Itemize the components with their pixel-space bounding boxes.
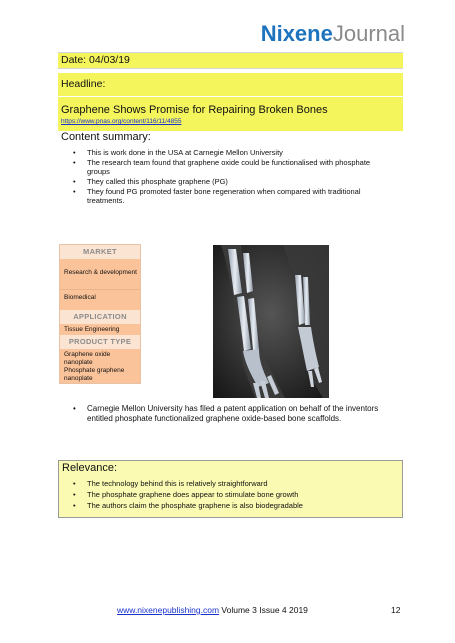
date-divider [58,68,403,69]
list-item: • They called this phosphate graphene (PG) [73,177,393,186]
summary-list [73,148,393,206]
headline-label: Headline: [61,78,106,90]
product-item: Phosphate graphene nanoplate [64,367,125,382]
list-item: • The technology behind this is relatively straightforward [73,478,393,489]
footer [117,605,308,615]
application-heading: APPLICATION [60,310,140,324]
date-bar: Date: 04/03/19 [58,53,403,68]
list-item: • The authors claim the phosphate graphene is also biodegradable [73,500,393,511]
xray-image [213,245,329,398]
relevance-list [73,478,393,511]
page-number: 12 [391,605,401,615]
list-item: • Carnegie Mellon University has filed a patent application on behalf of the inventors entitled phosphate functionalized graphene oxide-based bone scaffolds. [73,404,403,424]
market-item: Research & development [64,269,137,276]
summary-title: Content summary: [61,131,151,143]
footer-url-link[interactable]: www.nixenepublishing.com [117,605,220,615]
journal-logo [261,22,405,46]
patent-list [73,404,403,424]
market-item: Biomedical [64,294,96,301]
source-link[interactable]: https://www.pnas.org/content/116/11/4855 [61,118,182,125]
headline-divider [58,96,403,97]
list-item: • The phosphate graphene does appear to stimulate bone growth [73,489,393,500]
market-heading: MARKET [60,245,140,259]
logo-brand: Nixene [260,21,333,46]
footer-issue: Volume 3 Issue 4 2019 [219,605,308,615]
product-item: Graphene oxide nanoplate [64,351,111,366]
classification-panel [59,244,141,384]
list-item: • This is work done in the USA at Carnegie Mellon University [73,148,393,157]
panel-divider [60,289,140,290]
list-item: • They found PG promoted faster bone regeneration when compared with traditional treatments. [73,187,393,205]
headline-title: Graphene Shows Promise for Repairing Broken Bones [61,104,328,116]
application-item: Tissue Engineering [64,326,120,333]
xray-illustration [213,245,329,398]
logo-journal: Journal [332,21,405,46]
relevance-title: Relevance: [62,462,118,474]
list-item: • The research team found that graphene oxide could be functionalised with phosphate groups [73,158,393,176]
product-type-heading: PRODUCT TYPE [60,335,140,349]
